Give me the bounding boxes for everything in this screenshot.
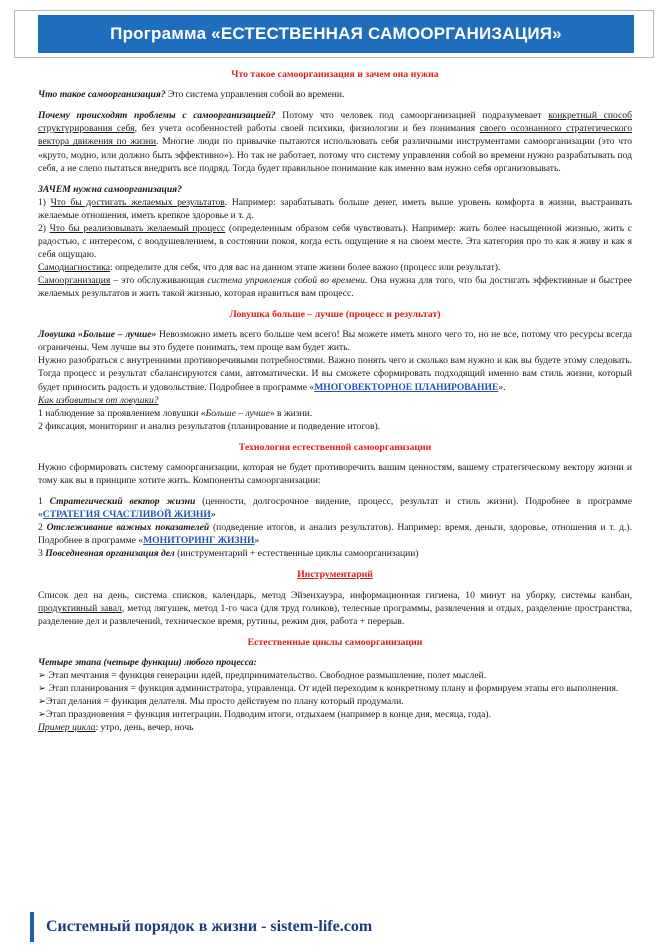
body-text: (ценности, долгосрочное видение, процесс, результат и стиль жизни). Подробнее в программе «: [38, 496, 632, 521]
cycle-stage-3: ➢Этап делания = функция делателя. Мы просто действуем по плану который продумали.: [38, 696, 404, 708]
item-number: 2: [38, 522, 47, 534]
trap-paragraph-1: [38, 328, 632, 354]
body-text: . Например: зарабатывать больше денег, иметь выше уровень комфорта в жизни, выстраивать желаемые отношения, иметь крепкое здоровье и т. д.: [38, 196, 633, 221]
program-link-strategy[interactable]: СТРАТЕГИЯ СЧАСТЛИВОЙ ЖИЗНИ: [42, 509, 211, 521]
body-text: . Многие люди по привычке пытаются использовать себя различными инструментами самоорганизации (это что «круто, модно, или должно быть эффективно»). Но так не работает, потому что систему управления собой во времени нужно разрабатывать под себя, а не слепо пытаться внедрить все подряд. Тогда будет правильное понимание как именно вам нужно себя организовывать.: [38, 136, 632, 174]
paragraph-what: [38, 88, 632, 101]
body-text: »: [254, 535, 260, 547]
lead-text: ЗАЧЕМ нужна самоорганизация?: [38, 183, 182, 195]
tools-paragraph: [38, 589, 632, 628]
technology-intro: Нужно сформировать систему самоорганизации, которая не будет противоречить вашим ценностям, вашему стратегическому вектору жизни и тому как вы в принципе хотите жить. Компоненты самоорганизации:: [38, 462, 632, 487]
self-organization-definition: [38, 274, 632, 300]
lead-text: Почему происходят проблемы с самоорганизацией?: [38, 110, 276, 122]
body-text: (инструментарий + естественные циклы самоорганизации): [174, 548, 419, 560]
body-text: Нужно разобраться с внутренними противоречивыми потребностями. Важно понять чего и сколько вам нужно и как вы будете этому следовать. Тогда процесс и результат сбалансируются сами, автоматически. И вы сможете сформировать подходящий именно вам стиль жизни, который будет приносить радость и удовольствие. Подробнее в программе «: [38, 355, 632, 393]
trap-how-heading: [38, 394, 632, 407]
why-item-2: [38, 222, 632, 261]
section-heading-trap: Ловушка больше – лучше (процесс и результат): [229, 309, 441, 321]
body-text: 1 наблюдение за проявлением ловушки «: [38, 407, 206, 419]
body-text: 2 фиксация, мониторинг и анализ результатов (планирование и подведение итогов).: [38, 420, 381, 432]
item-number: 1): [38, 196, 51, 208]
lead-text: Четыре этапа (четыре функции) любого процесса:: [38, 657, 257, 669]
body-text: Невозможно иметь всего больше чем всего! Вы можете иметь много чего то, но не все, потому что ресурсы всегда ограничены. Чем лучше вы это будете понимать, тем проще вам будет жить.: [38, 329, 632, 354]
page-title: Программа «ЕСТЕСТВЕННАЯ САМООРГАНИЗАЦИЯ»: [110, 24, 562, 44]
paragraph-problems: [38, 109, 632, 174]
body-text: : утро, день, вечер, ночь: [95, 722, 194, 734]
body-text: »: [210, 509, 216, 521]
section-heading-cycles: Естественные циклы самоорганизации: [247, 636, 423, 648]
body-text: (подведение итогов, и анализ результатов). Например: время, деньги, здоровье, отношения и т. д.). Подробнее в программе «: [38, 522, 632, 547]
body-text: Потому что человек под самоорганизацией подразумевает: [275, 110, 549, 122]
item-number: 1: [38, 496, 50, 508]
body-text: – это обслуживающая: [110, 274, 208, 286]
lead-text: Что такое самоорганизация?: [38, 89, 166, 101]
underlined-text: Самодиагностика: [38, 261, 110, 273]
cycle-stage-1: ➢ Этап мечтания = функция генерации идей, предпринимательство. Свободное размышление, полет мыслей.: [38, 670, 487, 682]
underlined-text: Пример цикла: [38, 722, 96, 734]
lead-text: Ловушка «Больше – лучше»: [38, 329, 157, 341]
italic-text: система управления собой во времени: [207, 274, 365, 286]
underlined-text: продуктивный завал: [38, 602, 122, 614]
cycle-stage-4: ➢Этап праздновения = функция интеграции. Подводим итоги, отдыхаем (например в конце дня, месяца, года).: [38, 709, 491, 721]
cycle-example: [38, 721, 632, 734]
section-heading-technology: Технология естественной самоорганизации: [238, 441, 432, 453]
body-text: » в жизни.: [269, 407, 313, 419]
why-heading: [38, 183, 632, 196]
underlined-text: своего осознанного стратегического вектора движения по жизни: [38, 123, 632, 148]
underlined-text: Что бы достигать желаемых результатов: [50, 196, 225, 208]
trap-paragraph-2: [38, 354, 632, 393]
why-item-1: [38, 196, 632, 222]
italic-text: Больше – лучше: [205, 407, 270, 419]
component-2: [38, 521, 632, 547]
program-link-multivector[interactable]: МНОГОВЕКТОРНОЕ ПЛАНИРОВАНИЕ: [314, 381, 499, 393]
body-text: (определенным образом себя чувствовать). Например: жить более насыщенной жизнью, жить с радостью, с интересом, с воодушевлением, в состоянии покоя, когда есть ощущение я на своем месте. Эта категория про то как я живу и как я себя ощущаю.: [38, 222, 632, 260]
cycle-stage-2: ➢ Этап планирования = функция администратора, управленца. От идей переходим к конкретному плану и формируем этапы его выполнения.: [38, 683, 619, 695]
underlined-text: Что бы реализовывать желаемый процесс: [49, 222, 226, 234]
item-number: 3: [38, 548, 46, 560]
section-heading-what: Что такое самоорганизация и зачем она нужна: [231, 69, 439, 80]
component-3: [38, 547, 632, 560]
footer-brand: [30, 912, 640, 942]
body-text: : определите для себя, что для вас на данном этапе жизни более важно (процесс или результат).: [110, 261, 501, 273]
body-text: ».: [498, 381, 506, 393]
underlined-text: конкретный способ структурирования себя: [38, 110, 632, 135]
diagnostics-line: [38, 261, 632, 274]
page-title-banner: [38, 15, 634, 53]
underlined-text: Как избавиться от ловушки?: [38, 394, 159, 406]
lead-text: Стратегический вектор жизни: [49, 496, 196, 508]
lead-text: Отслеживание важных показателей: [46, 522, 210, 534]
program-link-monitoring[interactable]: МОНИТОРИНГ ЖИЗНИ: [143, 535, 255, 547]
component-1: [38, 495, 632, 521]
body-text: , метод лягушек, метод 1-го часа (для труд голиков), телесные программы, развлечения и отдых, разделение пространства, разделение дел и развлечений, техническое время, рутины, режим дня, работа + перерыв.: [38, 602, 632, 627]
trap-how-item-1: [38, 407, 632, 420]
document-body: [38, 68, 632, 734]
underlined-text: Самоорганизация: [38, 274, 111, 286]
cycles-lead: [38, 656, 632, 669]
body-text: , без учета особенностей работы своей психики, физиологии и без понимания: [134, 123, 480, 135]
body-text: Список дел на день, система списков, календарь, метод Эйзенхауэра, информационная гигиена, 10 минут на уборку, системы канбан,: [38, 589, 632, 601]
trap-how-item-2: [38, 420, 632, 433]
footer-text: Системный порядок в жизни - sistem-life.com: [46, 918, 373, 936]
body-text: . Она нужна для того, что бы достигать эффективные и быстрее желаемых результатов и жить такой жизнью, которая нравиться вам процесс.: [38, 274, 632, 299]
section-heading-tools: Инструментарий: [297, 569, 373, 581]
item-number: 2): [38, 222, 50, 234]
lead-text: Повседневная организация дел: [45, 548, 175, 560]
body-text: Это система управления собой во времени.: [165, 89, 345, 101]
